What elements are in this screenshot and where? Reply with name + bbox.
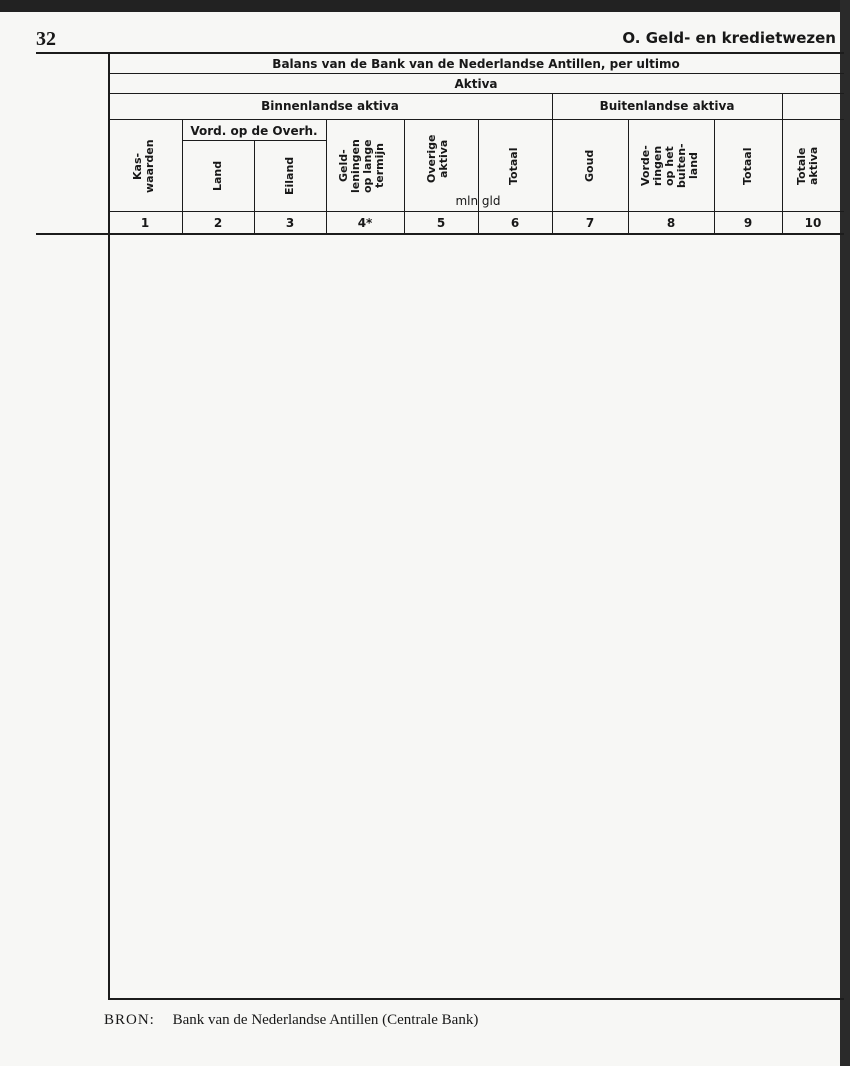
header-rule-title	[108, 73, 844, 74]
col-sep-8	[714, 119, 715, 233]
col-number-2: 2	[213, 216, 223, 230]
col-sep-7	[628, 119, 629, 233]
source-text: Bank van de Nederlandse Antillen (Centrale Bank)	[172, 1012, 479, 1028]
aktiva-header: Aktiva	[454, 77, 498, 91]
year-label-row	[0, 578, 850, 592]
page-binding-edge	[840, 0, 850, 1066]
monthly-section-1977	[0, 448, 850, 462]
col-number-3: 3	[285, 216, 295, 230]
stub-divider	[108, 52, 110, 999]
col-sep-2	[254, 140, 255, 233]
year-label-row	[0, 799, 850, 813]
col-sep-4	[404, 119, 405, 233]
source-note	[104, 1012, 478, 1029]
header-rule-bottom	[36, 233, 844, 235]
col-header-totale-aktiva: Totale aktiva	[795, 146, 820, 186]
col-header-totaal-buiten: Totaal	[741, 147, 754, 185]
col-header-geldleningen: Geld- leningen op lange termijn	[337, 139, 386, 193]
col-number-1: 1	[140, 216, 150, 230]
col-header-overige-aktiva: Overige aktiva	[425, 134, 450, 184]
header-rule-aktiva	[108, 93, 844, 94]
col-number-5: 5	[436, 216, 446, 230]
col-header-goud: Goud	[583, 149, 596, 183]
col-number-4: 4*	[357, 216, 373, 230]
col-header-totaal-binnen: Totaal	[507, 147, 520, 185]
monthly-section-1979	[0, 799, 850, 813]
col-header-kaswaarden: Kas- waarden	[131, 139, 156, 193]
buitenlandse-aktiva-header: Buitenlandse aktiva	[599, 99, 735, 113]
col-number-9: 9	[743, 216, 753, 230]
header-rule-groups	[108, 119, 844, 120]
page-top-edge	[0, 0, 850, 12]
col-sep-3	[326, 119, 327, 233]
binnenlandse-aktiva-header: Binnenlandse aktiva	[261, 99, 399, 113]
page-number: 32	[36, 28, 56, 50]
vord-overheid-header: Vord. op de Overh.	[190, 124, 318, 138]
col-header-eiland: Eiland	[283, 156, 296, 196]
header-rule-top	[36, 52, 844, 54]
col-sep-9	[782, 93, 783, 233]
col-header-land: Land	[211, 160, 224, 192]
col-number-7: 7	[585, 216, 595, 230]
running-head: O. Geld- en kredietwezen	[622, 29, 836, 47]
col-sep-6	[552, 93, 553, 233]
source-label: BRON:	[104, 1012, 155, 1028]
monthly-section-1978	[0, 578, 850, 592]
table-bottom-rule	[108, 998, 844, 1000]
unit-label: mln gld	[455, 194, 501, 208]
year-label-row	[0, 448, 850, 462]
col-header-vorderingen-buitenland: Vorde- ringen op het buiten- land	[639, 143, 700, 189]
col-sep-5b	[478, 211, 479, 233]
col-number-8: 8	[666, 216, 676, 230]
header-rule-numbers	[108, 211, 844, 212]
col-number-10: 10	[804, 216, 822, 230]
table-title: Balans van de Bank van de Nederlandse Antillen, per ultimo	[272, 57, 680, 71]
col-number-6: 6	[510, 216, 520, 230]
